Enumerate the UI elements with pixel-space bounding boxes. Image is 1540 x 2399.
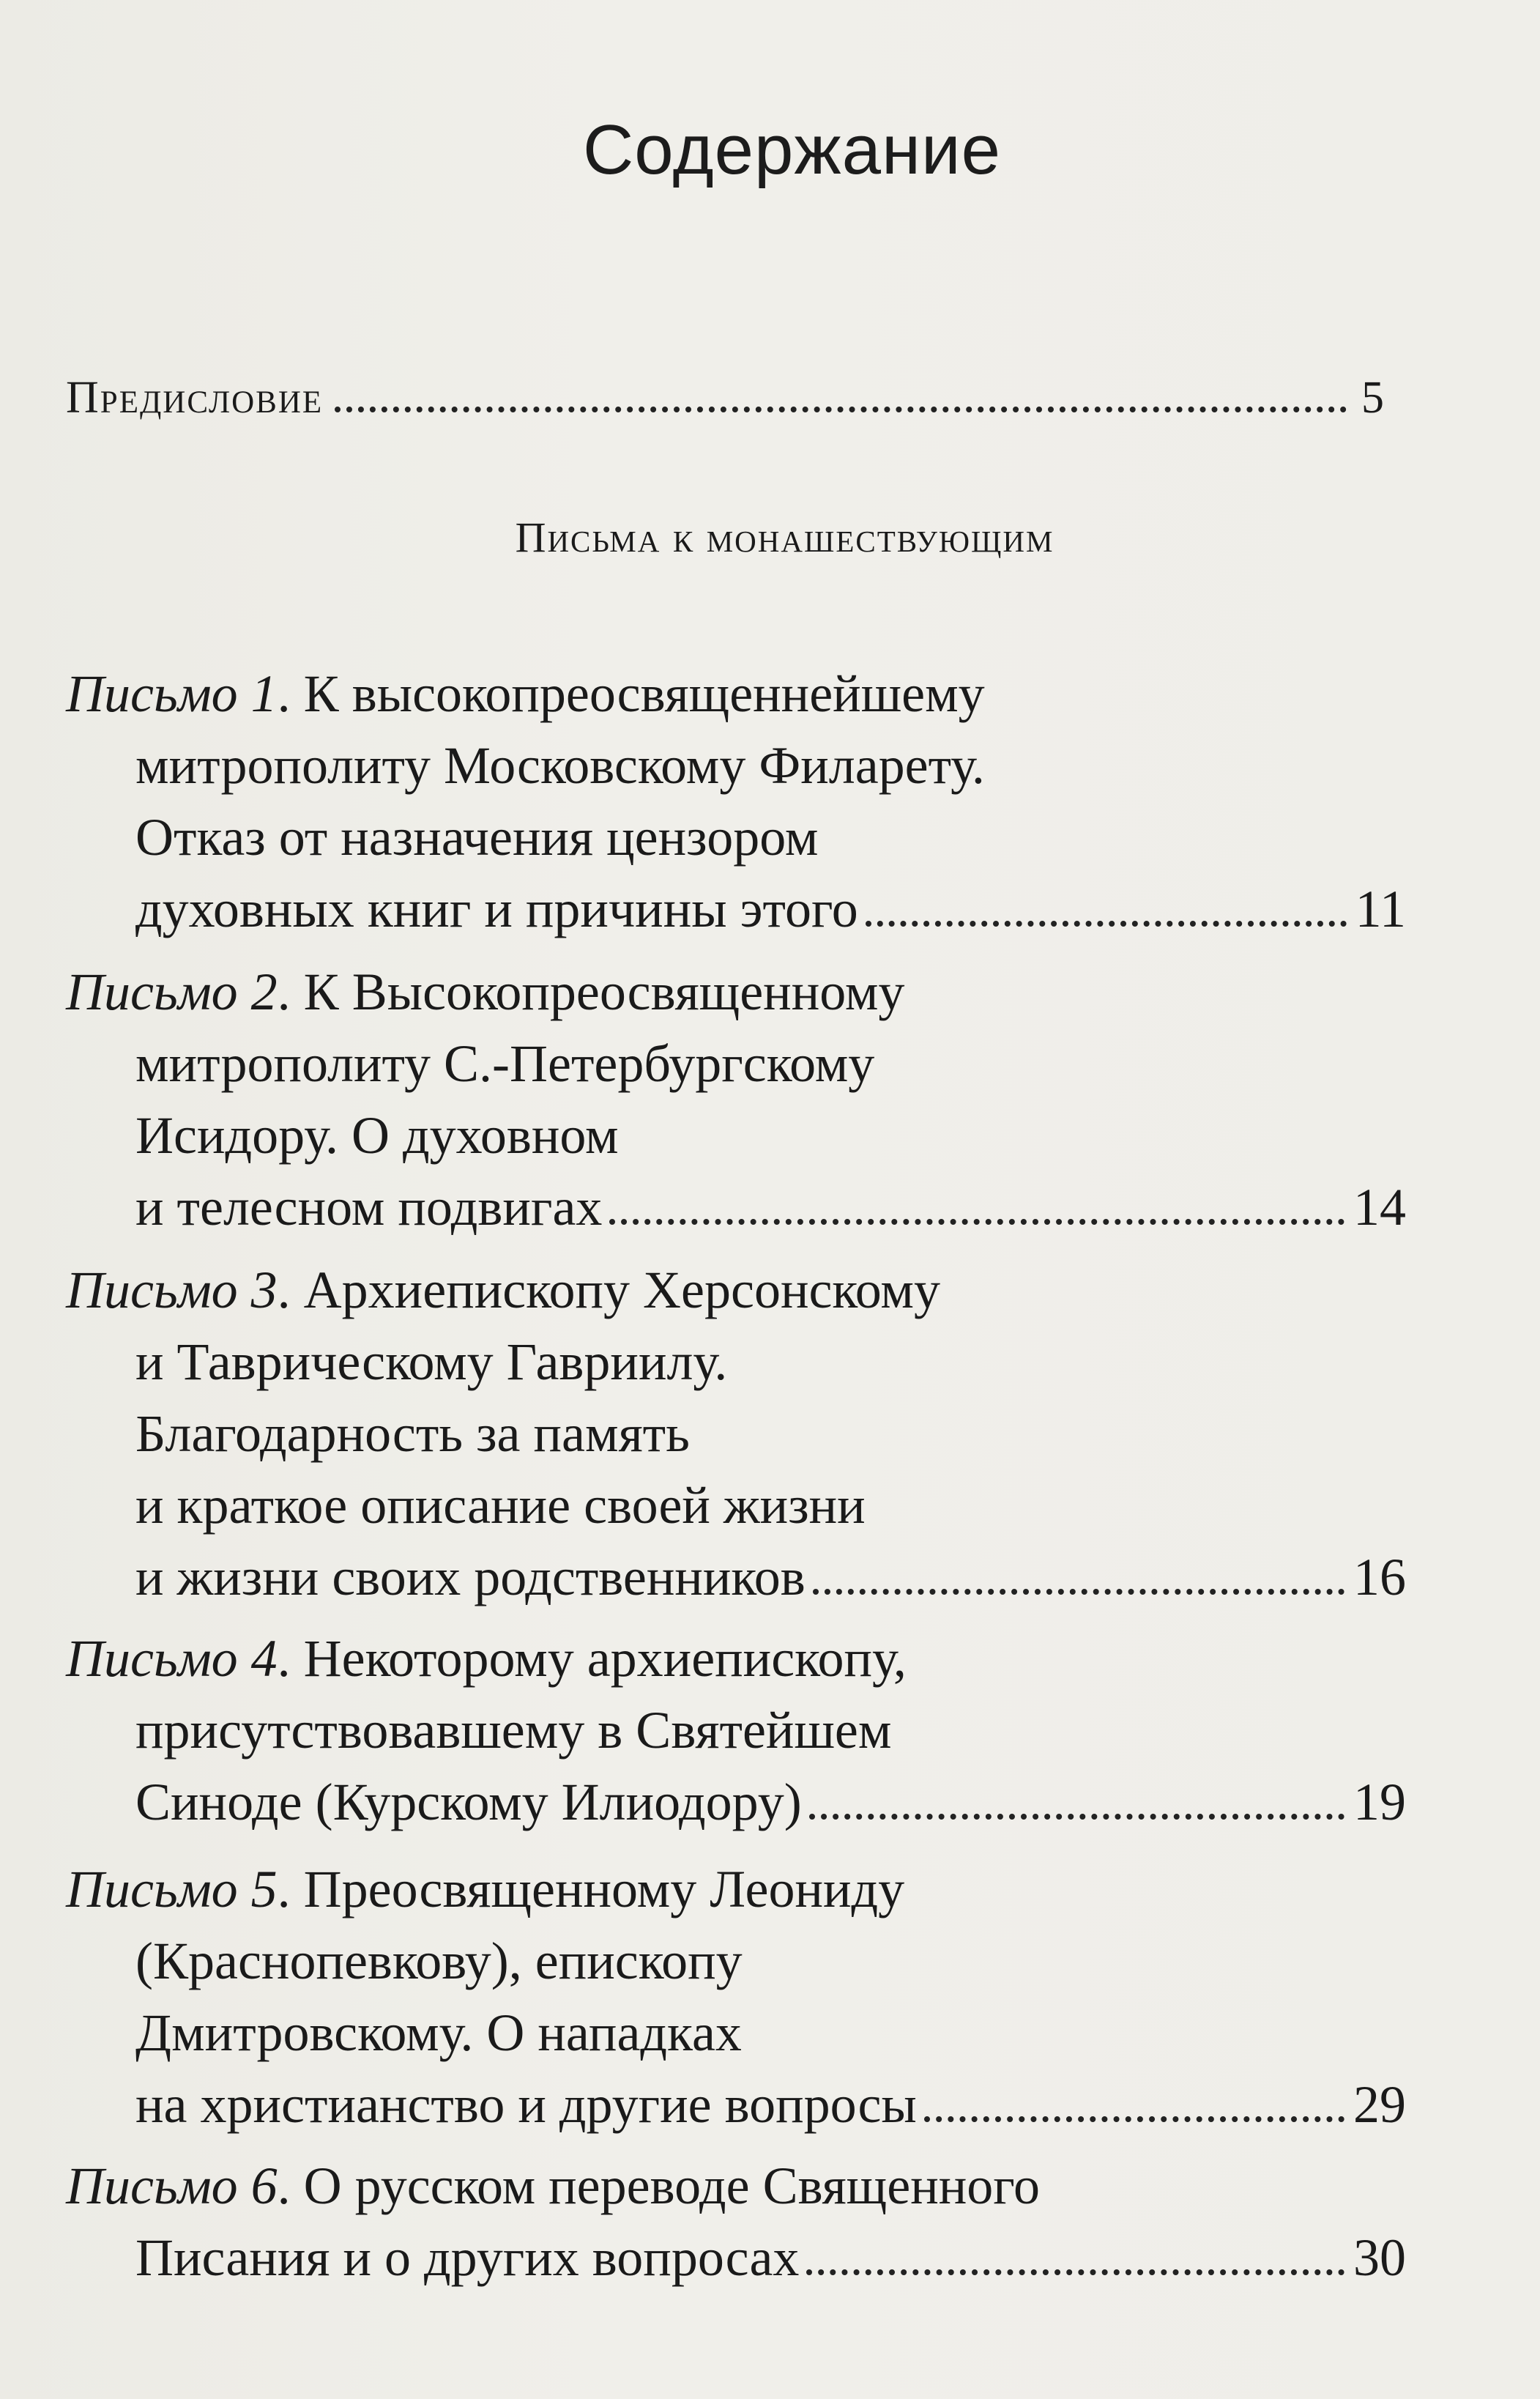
page-number: 30 (1353, 2228, 1406, 2287)
toc-entry-letter-3[interactable] (66, 1254, 1406, 1613)
dot-leader (609, 1219, 1344, 1225)
entry-last-line (66, 873, 1406, 945)
entry-label: Письмо 2 (66, 963, 278, 1021)
entry-line: и телесном подвигах (135, 1178, 603, 1236)
entry-line: Писания и о других вопросах (135, 2228, 800, 2287)
entry-line: Отказ от назначения цензором (135, 808, 819, 867)
entry-label: Письмо 3 (66, 1261, 278, 1319)
section-title: Письма к монашествующим (515, 513, 1054, 561)
page-title: Содержание (582, 111, 1002, 189)
entry-text: . К Высокопреосвященному (277, 963, 905, 1021)
entry-first-line (66, 658, 1406, 730)
entry-line: Исидору. О духовном (135, 1106, 619, 1165)
entry-first-line (66, 956, 1406, 1028)
entry-first-line (66, 1254, 1406, 1326)
entry-line: и краткое описание своей жизни (135, 1476, 866, 1535)
entry-last-line (66, 2069, 1406, 2140)
entry-line: Синоде (Курскому Илиодору) (135, 1773, 802, 1831)
dot-leader (809, 1814, 1344, 1820)
toc-entry-preface[interactable] (66, 372, 1384, 424)
entry-last-line (66, 1171, 1406, 1243)
page-number: 19 (1353, 1773, 1406, 1831)
entry-first-line (66, 1623, 1406, 1694)
entry-line: и жизни своих родственников (135, 1548, 806, 1606)
preface-label: Предисловие (66, 373, 324, 423)
entry-last-line (66, 1541, 1406, 1613)
page-number: 14 (1353, 1178, 1406, 1236)
entry-line: духовных книг и причины этого (135, 880, 858, 938)
entry-last-line (66, 1766, 1406, 1838)
page-number: 16 (1353, 1548, 1406, 1606)
toc-entry-letter-5[interactable] (66, 1853, 1406, 2140)
dot-leader (924, 2116, 1344, 2122)
entry-text: . К высокопреосвященнейшему (277, 664, 985, 723)
entry-line: на христианство и другие вопросы (135, 2075, 917, 2134)
toc-entry-letter-4[interactable] (66, 1623, 1406, 1838)
entry-label: Письмо 4 (66, 1629, 278, 1688)
entry-line: Дмитровскому. О нападках (135, 2003, 742, 2062)
entry-text: . О русском переводе Священного (277, 2157, 1040, 2215)
entry-last-line (66, 2222, 1406, 2294)
entry-line: и Таврическому Гавриилу. (135, 1332, 728, 1391)
entry-label: Письмо 6 (66, 2157, 278, 2215)
entry-first-line (66, 1853, 1406, 1925)
entry-text: . Некоторому архиепископу, (277, 1629, 907, 1688)
entry-line: митрополиту С.-Петербургскому (135, 1034, 875, 1093)
dot-leader (813, 1589, 1344, 1595)
entry-label: Письмо 5 (66, 1860, 278, 1918)
page-number: 5 (1361, 373, 1384, 423)
toc-entry-letter-2[interactable] (66, 956, 1406, 1243)
toc-entry-letter-1[interactable] (66, 658, 1406, 945)
dot-leader (806, 2269, 1344, 2275)
entry-line: присутствовавшему в Святейшем (135, 1701, 892, 1760)
toc-entry-letter-6[interactable] (66, 2150, 1406, 2294)
entry-first-line (66, 2150, 1406, 2222)
page-number: 11 (1355, 880, 1406, 938)
entry-line: митрополиту Московскому Филарету. (135, 736, 985, 795)
entry-text: . Архиепископу Херсонскому (277, 1261, 940, 1319)
entry-label: Письмо 1 (66, 664, 278, 723)
entry-line: Благодарность за память (135, 1404, 690, 1463)
entry-line: (Краснопевкову), епископу (135, 1932, 743, 1990)
entry-text: . Преосвященному Леониду (277, 1860, 905, 1918)
page-number: 29 (1353, 2075, 1406, 2134)
dot-leader (866, 921, 1347, 927)
dot-leader (335, 407, 1347, 412)
